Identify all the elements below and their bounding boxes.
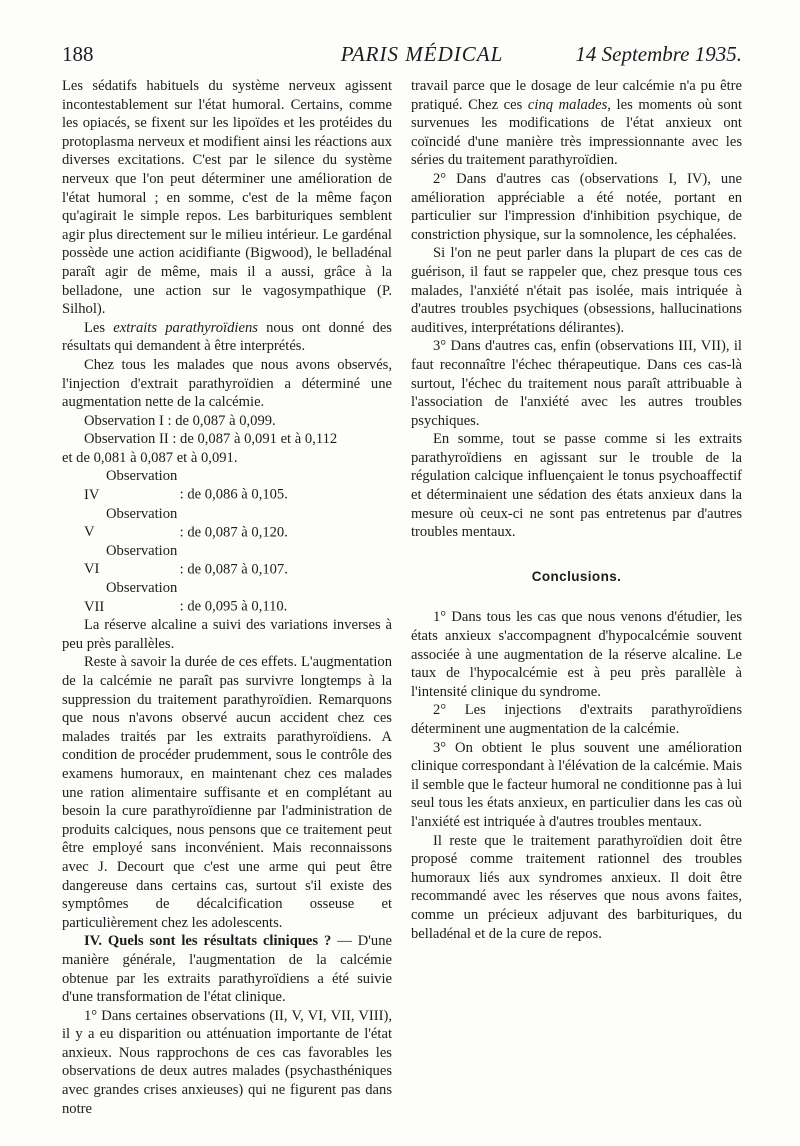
paragraph-sedatifs: Les sédatifs habituels du système nerveux agissent incontestablement sur l'état humoral. Certains, comme les opiacés, se fixent sur les lipoïdes et les protéides du protoplasma nerveux et modifient ainsi les réactions aux diverses excitations. C'est par le silence du système nerveux que l'on peut déterminer une amélioration de l'état humoral ; en somme, c'est de la même façon qu'agirait le simple repos. Les barbituriques semblent agir plus directement sur le milieu intérieur. Le gardénal possède une action acidifiante (Bigwood), le belladénal paraît agir de même, mais il a aussi, grâce à la belladone, une action sur le vagosympathique (P. Silhol). (62, 78, 392, 318)
paragraph-duree-effets: Reste à savoir la durée de ces effets. L'augmentation de la calcémie ne paraît pas survivre longtemps à la suppression du traitement parathyroïdien. Remarquons que nous n'avons observé aucun accident chez ces malades traités par les extraits parathyroïdiens. A condition de procéder prudemment, sous le contrôle des examens humoraux, en maintenant chez ces malades une ration alimentaire suffisante et en complétant au besoin la cure parathyroïdienne par l'administration de produits calciques, nous pensons que ce traitement peut être employé sans inconvénient. Mais reconnaissons avec J. Decourt que c'est une arme qui peut être dangereuse dans certains cas, surtout s'il existe des symptômes de décalcification osseuse et particulièrement chez les adolescents. (62, 654, 392, 931)
observation-6: Observation VI : de 0,087 à 0,107. (84, 542, 288, 578)
paragraph-en-somme: En somme, tout se passe comme si les extraits parathyroïdiens en agissant sur le trouble de la régulation calcique influençaient le tonus psychoaffectif et déterminaient une sédation des états anxieux dans la mesure où ceux-ci ne sont pas entretenus par d'autres troubles mentaux. (411, 431, 742, 541)
paragraph-guerison: Si l'on ne peut parler dans la plupart de ces cas de guérison, il faut se rappeler que, chez presque tous ces malades, l'anxiété n'était pas isolée, mais intriquée à d'autres troubles psychiques (obsessions, hallucinations auditives, interprétations délirantes). (411, 245, 742, 336)
right-column (411, 77, 742, 943)
paragraph-calcemie-augmentation: Chez tous les malades que nous avons observés, l'injection d'extrait parathyroïdien a déterminé une augmentation nette de la calcémie. (62, 356, 392, 411)
conclusions-heading: Conclusions. (531, 568, 622, 584)
section-resultats-cliniques: IV. Quels sont les résultats cliniques ? — D'une manière générale, l'augmentation de la calcémie obtenue par les extraits parathyroïdiens a été suivie d'une transformation de l'état clinique. (62, 933, 392, 1006)
issue-date: 14 Septembre 1935. (575, 42, 742, 66)
page-number: 188 (62, 42, 94, 66)
observation-1: Observation I : de 0,087 à 0,099. (84, 412, 276, 429)
observation-5: Observation V : de 0,087 à 0,120. (84, 505, 288, 541)
paragraph-extraits: Les extraits parathyroïdiens nous ont donné des résultats qui demandent à être interprétés. (62, 319, 392, 355)
paragraph-echec: 3° Dans d'autres cas, enfin (observations III, VII), il faut reconnaître l'échec thérapeutique. Dans ces cas-là surtout, l'échec du traitement nous paraît attribuable à l'association de l'anxiété avec les autres troubles psychiques. (411, 338, 742, 429)
conclusion-2: 2° Les injections d'extraits parathyroïdiens déterminent une augmentation de la calcémie. (411, 702, 742, 737)
paragraph-reserve-alcaline: La réserve alcaline a suivi des variations inverses à peu près parallèles. (62, 617, 392, 652)
paragraph-disparition-anxiete: 1° Dans certaines observations (II, V, VI, VII, VIII), il y a eu disparition ou atténuation importante de l'état anxieux. Nous rapprochons de ces cas favorables les observations de deux autres malades (psychasthéniques avec grandes crises anxieuses) qui ne figurent pas dans notre (62, 1007, 392, 1117)
journal-title: PARIS MÉDICAL (340, 42, 504, 66)
conclusion-3: 3° On obtient le plus souvent une amélioration clinique correspondant à l'élévation de la calcémie. Mais il semble que le facteur humoral ne conditionne pas à lui seul tous les états anxieux, en particulier dans les cas où l'anxiété est intriquée à d'autres troubles mentaux. (411, 739, 742, 830)
conclusion-4: Il reste que le traitement parathyroïdien doit être proposé comme traitement rationnel des troubles humoraux liés aux syndromes anxieux. Il doit être recommandé avec les réserves que nous avons faites, comme un précieux adjuvant des barbituriques, du belladénal et de la cure de repos. (411, 832, 742, 942)
observation-4: Observation IV : de 0,086 à 0,105. (84, 468, 288, 504)
section-heading: IV. Quels sont les résultats cliniques ? (84, 933, 332, 950)
observation-7: Observation VII : de 0,095 à 0,110. (84, 580, 288, 615)
observation-2-continued: et de 0,081 à 0,087 et à 0,091. (62, 449, 238, 466)
page-header (62, 42, 742, 70)
left-column (62, 77, 392, 1118)
observation-2: Observation II : de 0,087 à 0,091 et à 0,112 (84, 431, 338, 448)
conclusion-1: 1° Dans tous les cas que nous venons d'étudier, les états anxieux s'accompagnent d'hypocalcémie souvent associée à une augmentation de la réserve alcaline. Le taux de l'hypocalcémie est à peu près parallèle à l'intensité clinique du syndrome. (411, 609, 742, 700)
paragraph-amelioration: 2° Dans d'autres cas (observations I, IV), une amélioration appréciable a été notée, portant en particulier sur l'impression d'inhibition psychique, de constriction physique, sur la somnolence, les céphalées. (411, 170, 742, 243)
paragraph-cinq-malades: travail parce que le dosage de leur calcémie n'a pu être pratiqué. Chez ces cinq malades, les moments où sont survenues les modifications de l'état anxieux ont coïncidé d'une manière très impressionnante avec les séries du traitement parathyroïdien. (411, 78, 742, 169)
